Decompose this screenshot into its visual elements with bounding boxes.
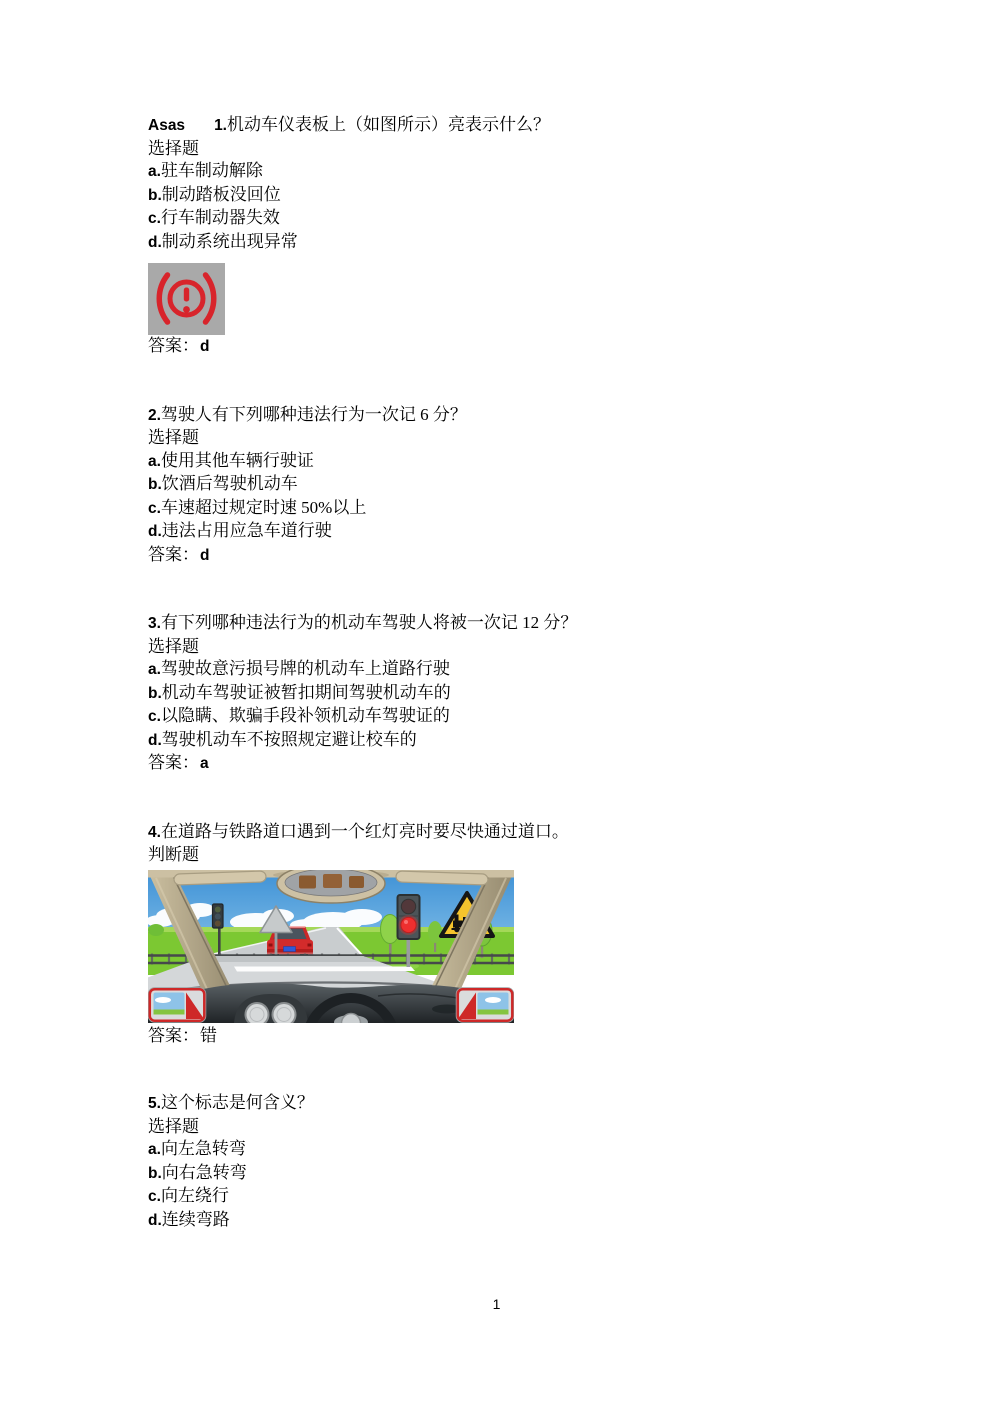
question-4-text: 在道路与铁路道口遇到一个红灯亮时要尽快通过道口。 [160,821,569,841]
question-3-option-b [148,682,888,706]
question-1-title-line [148,114,888,138]
answer-value: d [200,546,210,564]
question-2-option-b [148,473,888,497]
question-3-option-d [148,729,888,753]
option-letter: b. [148,1164,162,1182]
option-letter: b. [148,684,162,702]
option-text: 向右急转弯 [161,1162,247,1182]
question-5-option-a [148,1138,888,1162]
option-text: 连续弯路 [161,1209,230,1229]
question-1-text: 机动车仪表板上（如图所示）亮表示什么？ [227,115,550,134]
option-text: 以隐瞒、欺骗手段补领机动车驾驶证的 [160,706,450,725]
option-text: 驾驶故意污损号牌的机动车上道路行驶 [160,659,450,678]
question-1-number: 1. [214,117,227,134]
question-1 [148,114,888,359]
question-5-option-b [148,1162,888,1186]
rearview-mirror [277,870,385,903]
option-letter: b. [148,476,162,493]
question-2-title-line [148,404,888,428]
option-letter: d. [148,523,162,540]
question-5 [148,1092,888,1232]
left-side-mirror [149,988,206,1022]
option-text: 饮酒后驾驶机动车 [161,474,298,493]
answer-label: 答案： [148,336,199,355]
document-body [148,114,888,1232]
question-3-type: 选择题 [148,636,199,656]
option-text: 机动车驾驶证被暂扣期间驾驶机动车的 [161,682,451,702]
option-letter: a. [148,1141,161,1158]
page-number: 1 [492,1296,501,1312]
option-text: 使用其他车辆行驶证 [160,450,314,470]
question-2-type: 选择题 [148,428,199,447]
brake-system-warning-icon [148,263,888,335]
question-2-number: 2. [148,406,161,424]
option-letter: c. [148,708,161,725]
question-2-option-d [148,520,888,544]
option-text: 驻车制动解除 [160,161,263,180]
question-1-option-d [148,231,888,255]
option-text: 车速超过规定时速 50%以上 [160,497,367,517]
question-4-type: 判断题 [148,845,199,864]
question-4-number: 4. [148,823,161,841]
option-letter: c. [148,1188,161,1205]
question-4 [148,821,888,1048]
option-letter: a. [148,661,161,678]
option-text: 向左绕行 [160,1186,229,1205]
question-3-number: 3. [148,615,161,632]
question-1-option-a [148,160,888,184]
question-1-type: 选择题 [148,138,199,158]
question-5-text: 这个标志是何含义？ [160,1093,314,1112]
answer-value: d [200,338,210,355]
option-letter: c. [148,499,161,517]
option-letter: a. [148,452,161,470]
question-4-answer [148,1025,888,1048]
question-1-option-c [148,207,888,231]
question-2-answer [148,544,888,568]
option-text: 违法占用应急车道行驶 [161,521,332,540]
right-side-mirror [457,988,514,1022]
doc-prefix-text: Asas [148,117,186,134]
option-letter: c. [148,210,161,227]
question-2-option-c [148,497,888,521]
question-2 [148,404,888,568]
answer-value: a [200,755,209,772]
question-3 [148,612,888,776]
question-3-title-line [148,612,888,636]
answer-label: 答案： [148,544,199,564]
option-letter: b. [148,186,162,204]
question-5-option-d [148,1209,888,1233]
option-letter: d. [148,1211,162,1229]
option-letter: a. [148,163,161,180]
question-5-option-c [148,1185,888,1209]
option-text: 驾驶机动车不按照规定避让校车的 [161,729,417,749]
gauge-left [246,1003,269,1023]
option-text: 向左急转弯 [160,1139,246,1158]
question-5-number: 5. [148,1095,161,1112]
answer-label: 答案： [148,753,199,772]
question-5-title-line [148,1092,888,1116]
option-letter: d. [148,731,162,749]
answer-label: 答案： [148,1025,199,1045]
question-3-option-a [148,658,888,682]
question-3-text: 有下列哪种违法行为的机动车驾驶人将被一次记 12 分？ [160,613,578,632]
option-text: 制动系统出现异常 [161,231,298,251]
option-text: 制动踏板没回位 [161,184,281,204]
question-3-answer [148,752,888,776]
option-letter: d. [148,233,162,251]
gauge-right [273,1003,296,1023]
question-1-option-b [148,184,888,208]
answer-value: 错 [200,1025,217,1045]
question-5-type: 选择题 [148,1116,199,1136]
option-text: 行车制动器失效 [160,208,280,227]
question-2-text: 驾驶人有下列哪种违法行为一次记 6 分？ [160,404,467,424]
question-3-option-c [148,705,888,729]
question-1-answer [148,335,888,359]
windshield-railway-crossing-scene [148,870,888,1023]
question-4-title-line [148,821,888,845]
question-2-option-a [148,450,888,474]
